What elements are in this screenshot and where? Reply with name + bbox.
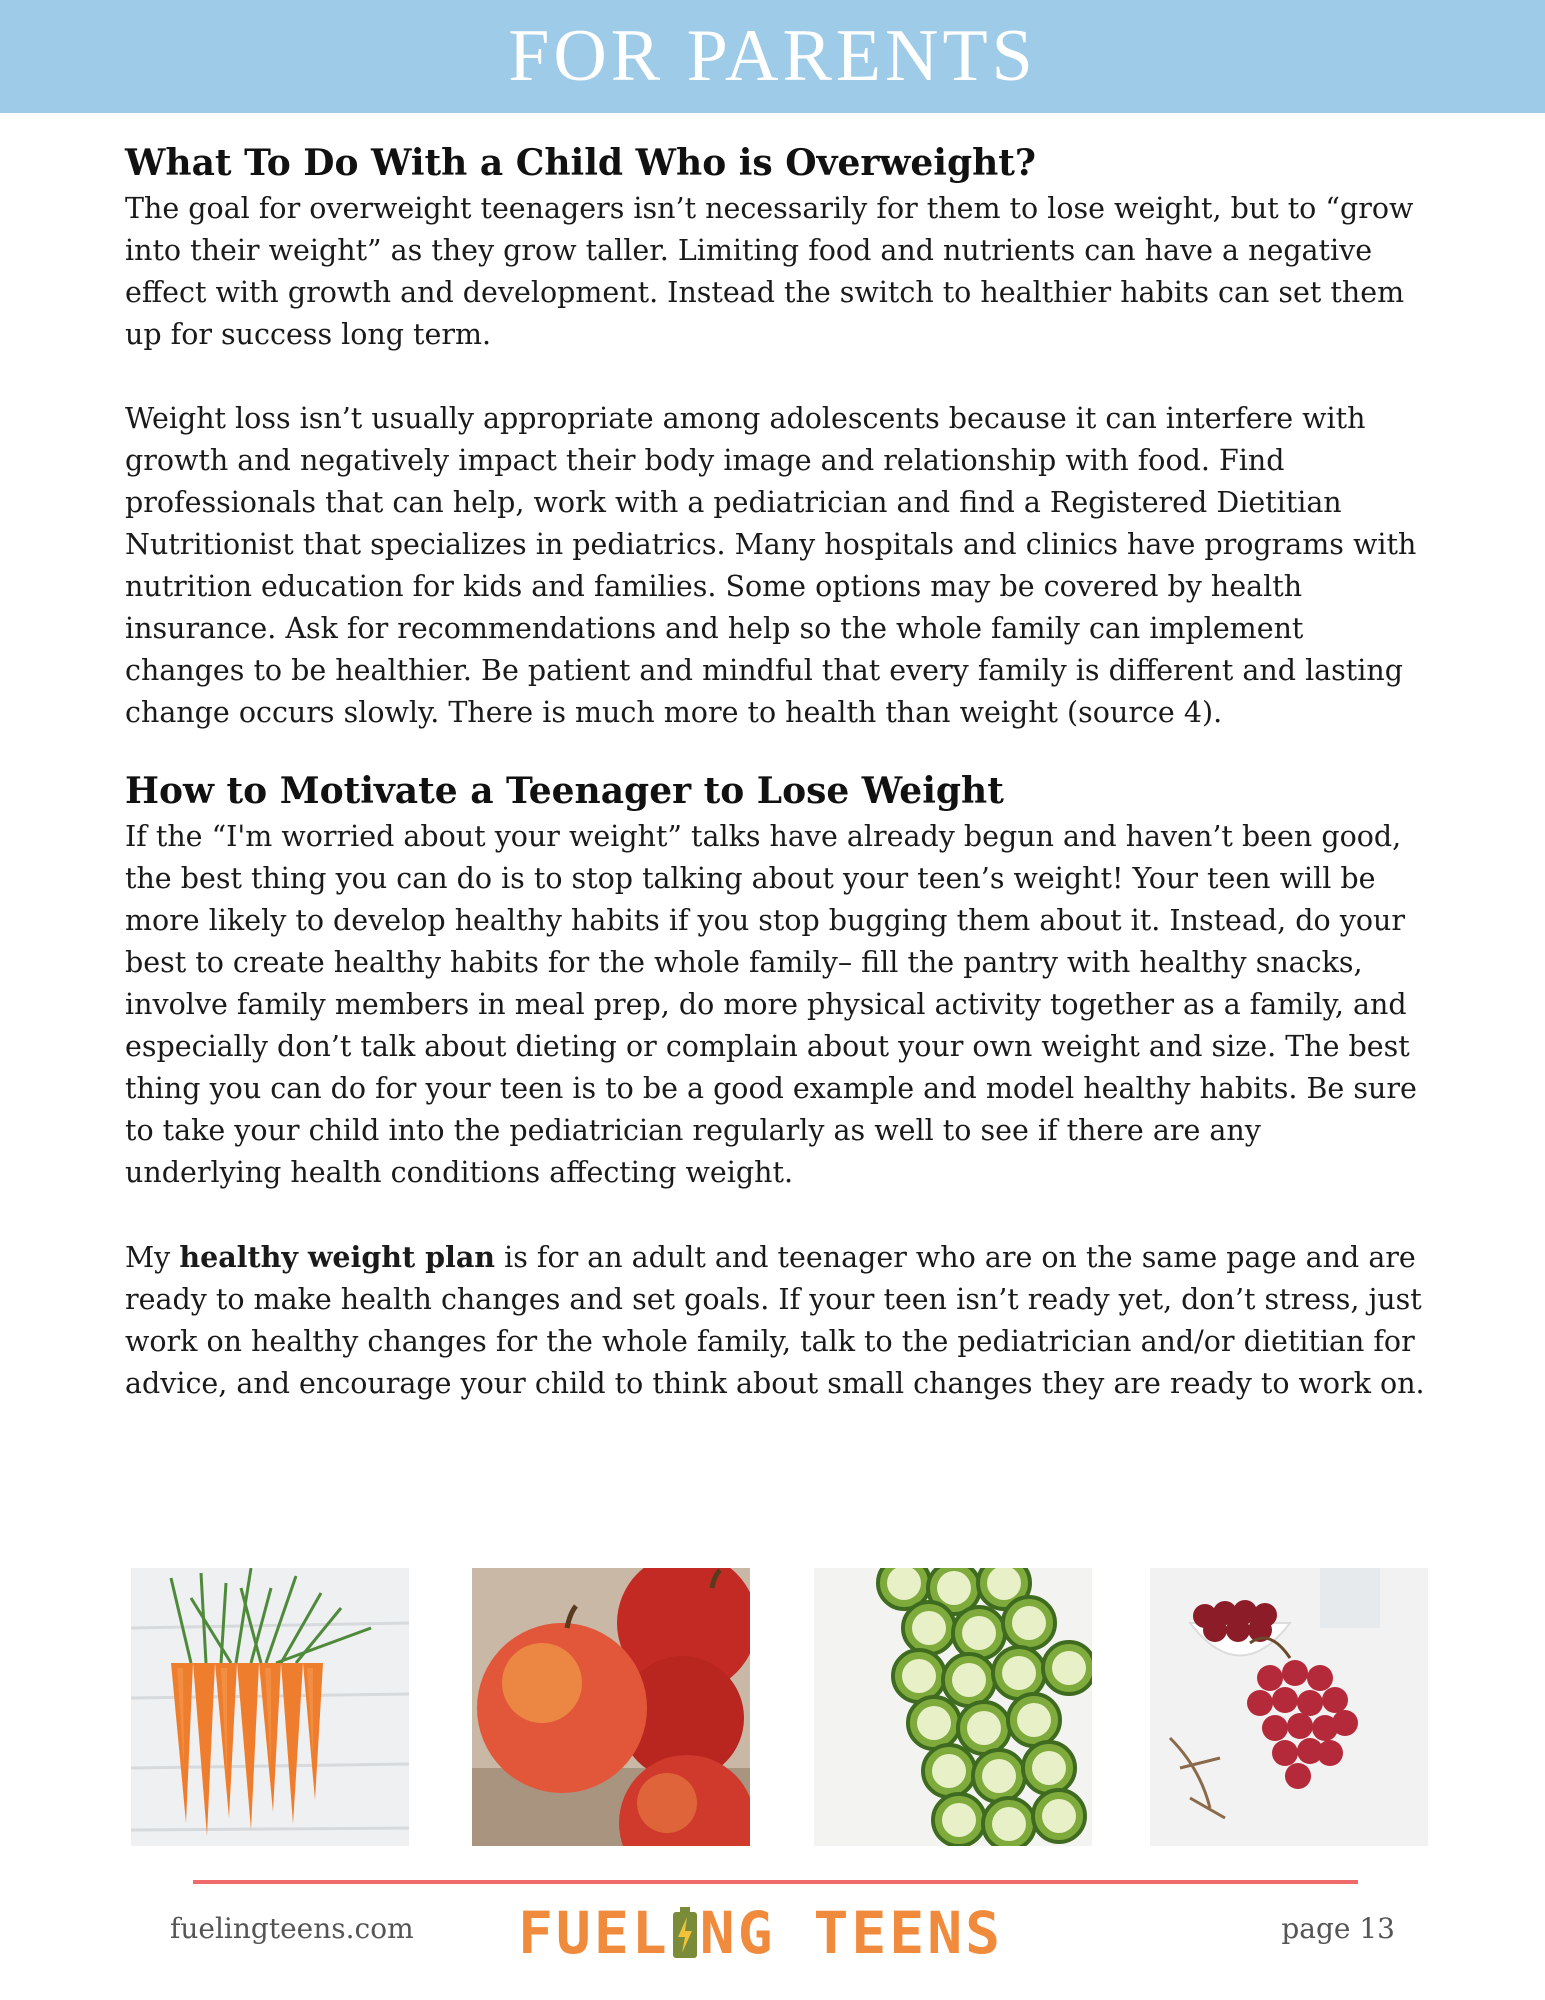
section1-heading: What To Do With a Child Who is Overweight? xyxy=(125,142,1037,184)
para-suffix: is for an adult and teenager who are on the same page and are ready to make health changes and set goals. If your teen isn’t ready yet, don’t stress, just work on healthy changes for the whole family, talk to the pediatrician and/or dietitian for advice, and encourage your child to think about small changes they are ready to work on. xyxy=(125,1241,1425,1400)
section2-paragraph2 xyxy=(125,1236,1425,1405)
apples-photo xyxy=(472,1568,750,1846)
photo-strip xyxy=(0,1568,1545,1846)
para-prefix: My xyxy=(125,1241,180,1274)
header-banner xyxy=(0,0,1545,113)
footer-rule xyxy=(193,1880,1358,1884)
logo-text-part2: NG TEENS xyxy=(699,1899,1004,1967)
section2-heading: How to Motivate a Teenager to Lose Weight xyxy=(125,770,1004,812)
page-title: FOR PARENTS xyxy=(508,15,1037,97)
cucumber-photo xyxy=(814,1568,1092,1846)
grapes-photo xyxy=(1150,1568,1428,1846)
healthy-weight-plan-link[interactable]: healthy weight plan xyxy=(179,1240,496,1274)
logo-text-part1: FUEL xyxy=(518,1899,670,1967)
main-content xyxy=(125,138,1425,1405)
section1-paragraph1: The goal for overweight teenagers isn’t necessarily for them to lose weight, but to “grow into their weight” as they grow taller. Limiting food and nutrients can have a negative effect with growth and development. Instead the switch to healthier habits can set them up for success long term. xyxy=(125,192,1414,351)
footer-website[interactable]: fuelingteens.com xyxy=(170,1912,414,1945)
battery-bolt-icon xyxy=(672,1907,698,1959)
section1-paragraph2: Weight loss isn’t usually appropriate among adolescents because it can interfere with growth and negatively impact their body image and relationship with food. Find professionals that can help, work with a pediatrician and find a Registered Dietitian Nutritionist that specializes in pediatrics. Many hospitals and clinics have programs with nutrition education for kids and families. Some options may be covered by health insurance. Ask for recommendations and help so the whole family can implement changes to be healthier. Be patient and mindful that every family is different and lasting change occurs slowly. There is much more to health than weight (source 4). xyxy=(125,402,1417,729)
carrots-photo xyxy=(131,1568,409,1846)
fueling-teens-logo xyxy=(518,1893,1003,1973)
section2-paragraph1: If the “I'm worried about your weight” talks have already begun and haven’t been good, the best thing you can do is to stop talking about your teen’s weight! Your teen will be more likely to develop healthy habits if you stop bugging them about it. Instead, do your best to create healthy habits for the whole family– fill the pantry with healthy snacks, involve family members in meal prep, do more physical activity together as a family, and especially don’t talk about dieting or complain about your own weight and size. The best thing you can do for your teen is to be a good example and model healthy habits. Be sure to take your child into the pediatrician regularly as well to see if there are any underlying health conditions affecting weight. xyxy=(125,820,1417,1189)
page-number: page 13 xyxy=(1281,1912,1395,1945)
